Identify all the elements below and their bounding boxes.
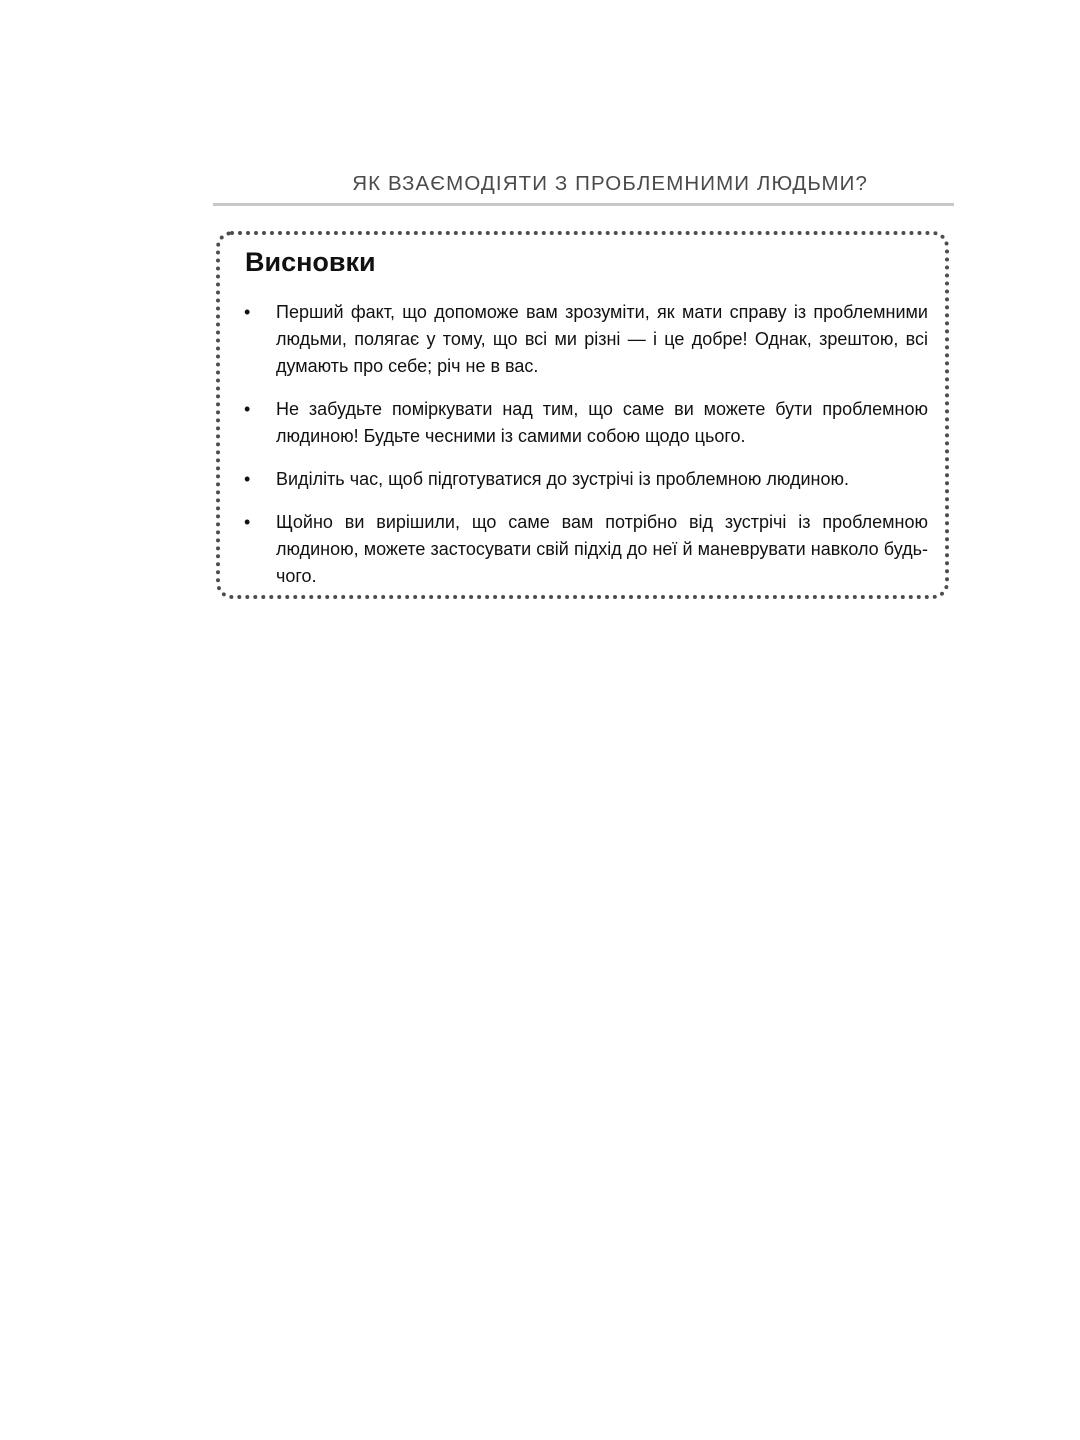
summary-item <box>244 396 928 450</box>
bullet-icon: • <box>244 399 251 419</box>
summary-item <box>244 466 928 493</box>
summary-item <box>244 509 928 590</box>
running-header-title: ЯК ВЗАЄМОДІЯТИ З ПРОБЛЕМНИМИ ЛЮДЬМИ? <box>352 172 868 195</box>
running-header <box>213 170 954 206</box>
summary-box <box>216 231 949 599</box>
bullet-icon: • <box>244 302 251 322</box>
bullet-icon: • <box>244 469 251 489</box>
summary-item <box>244 299 928 380</box>
summary-item-text: Щойно ви вирішили, що саме вам потрібно від зустрічі із проблемною людиною, можете застосувати свій підхід до неї й маневрувати навколо будь-чого. <box>276 512 928 586</box>
summary-item-text: Виділіть час, щоб підготуватися до зустрічі із проблемною людиною. <box>276 469 849 489</box>
summary-item-text: Перший факт, що допоможе вам зрозуміти, як мати справу із проблемними людьми, полягає у тому, що всі ми різні — і це добре! Однак, зрештою, всі думають про себе; річ не в вас. <box>276 302 928 376</box>
summary-list <box>244 299 928 606</box>
bullet-icon: • <box>244 512 251 532</box>
summary-item-text: Не забудьте поміркувати над тим, що саме ви можете бути проблемною людиною! Будьте чесними із самими собою щодо цього. <box>276 399 928 446</box>
summary-title: Висновки <box>245 247 376 277</box>
